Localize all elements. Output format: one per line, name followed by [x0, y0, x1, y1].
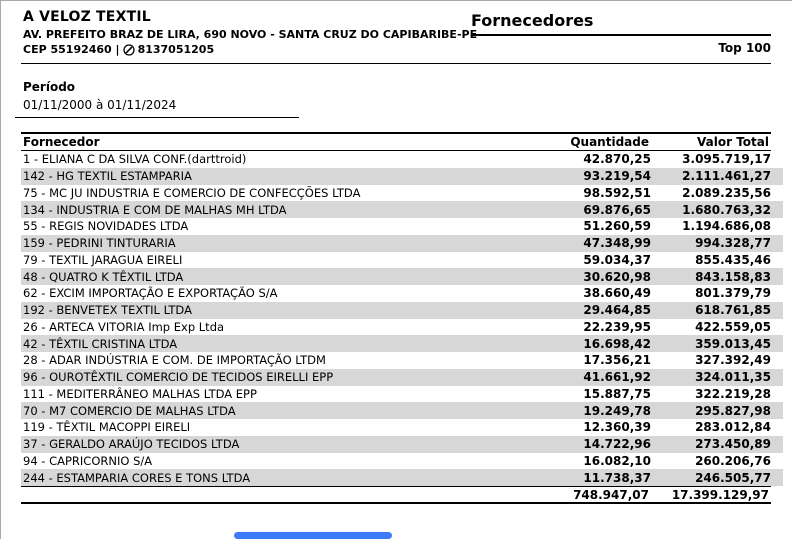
supplier-total: 1.680.763,32 [682, 202, 771, 217]
horizontal-scrollbar-thumb[interactable] [234, 532, 392, 539]
supplier-quantity: 16.082,10 [583, 453, 651, 468]
supplier-quantity: 12.360,39 [583, 420, 651, 435]
supplier-name: 75 - MC JU INDUSTRIA E COMERCIO DE CONFECÇÕES LTDA [23, 185, 361, 200]
table-row [21, 402, 783, 419]
supplier-total: 359.013,45 [695, 336, 771, 351]
table-row [21, 151, 783, 168]
supplier-quantity: 51.260,59 [583, 219, 651, 234]
column-header-valor-total: Valor Total [697, 135, 769, 149]
period-label: Período [23, 80, 76, 94]
supplier-quantity: 22.239,95 [583, 319, 651, 334]
company-phone: 8137051205 [137, 43, 215, 56]
supplier-name: 142 - HG TEXTIL ESTAMPARIA [23, 169, 192, 184]
supplier-total: 618.761,85 [695, 303, 771, 318]
supplier-quantity: 59.034,37 [583, 252, 651, 267]
supplier-total: 843.158,83 [695, 269, 771, 284]
supplier-quantity: 11.738,37 [583, 470, 651, 485]
table-row [21, 319, 783, 336]
company-name: A VELOZ TEXTIL [23, 9, 151, 25]
supplier-quantity: 17.356,21 [583, 353, 651, 368]
suppliers-table [21, 132, 783, 504]
table-row [21, 218, 783, 235]
supplier-name: 70 - M7 COMERCIO DE MALHAS LTDA [23, 403, 236, 418]
table-row [21, 285, 783, 302]
column-header-fornecedor: Fornecedor [23, 135, 100, 149]
column-header-quantidade: Quantidade [570, 135, 649, 149]
supplier-quantity: 16.698,42 [583, 336, 651, 351]
table-row [21, 335, 783, 352]
table-row [21, 235, 783, 252]
supplier-quantity: 93.219,54 [583, 169, 651, 184]
supplier-name: 79 - TEXTIL JARAGUA EIRELI [23, 252, 183, 267]
supplier-total: 855.435,46 [695, 252, 771, 267]
supplier-total: 2.111.461,27 [682, 169, 771, 184]
supplier-name: 159 - PEDRINI TINTURARIA [23, 236, 176, 251]
supplier-name: 192 - BENVETEX TEXTIL LTDA [23, 303, 192, 318]
supplier-quantity: 47.348,99 [583, 236, 651, 251]
supplier-name: 28 - ADAR INDÚSTRIA E COM. DE IMPORTAÇÃO LTDM [23, 353, 326, 368]
supplier-total: 273.450,89 [695, 437, 771, 452]
supplier-name: 96 - OUROTÊXTIL COMERCIO DE TECIDOS EIRELLI EPP [23, 370, 334, 385]
table-totals-row [21, 486, 771, 504]
header-divider [21, 63, 771, 64]
supplier-total: 327.392,49 [695, 353, 771, 368]
company-cep: CEP 55192460 | [23, 43, 120, 56]
supplier-name: 37 - GERALDO ARAÚJO TECIDOS LTDA [23, 437, 240, 452]
table-row [21, 436, 783, 453]
supplier-name: 111 - MEDITERRÂNEO MALHAS LTDA EPP [23, 386, 257, 401]
supplier-quantity: 19.249,78 [583, 403, 651, 418]
supplier-total: 994.328,77 [695, 236, 771, 251]
company-address: AV. PREFEITO BRAZ DE LIRA, 690 NOVO - SANTA CRUZ DO CAPIBARIBE-PE [23, 28, 478, 41]
period-value: 01/11/2000 à 01/11/2024 [23, 98, 177, 112]
supplier-name: 244 - ESTAMPARIA CORES E TONS LTDA [23, 470, 251, 485]
totals-valor-total: 17.399.129,97 [671, 487, 769, 502]
company-cep-line [23, 43, 477, 56]
table-row [21, 369, 783, 386]
supplier-name: 1 - ELIANA C DA SILVA CONF.(darttroid) [23, 152, 247, 167]
supplier-quantity: 38.660,49 [583, 286, 651, 301]
supplier-name: 26 - ARTECA VITORIA Imp Exp Ltda [23, 319, 225, 334]
supplier-name: 48 - QUATRO K TÊXTIL LTDA [23, 269, 184, 284]
supplier-name: 134 - INDUSTRIA E COM DE MALHAS MH LTDA [23, 202, 287, 217]
table-row [21, 386, 783, 403]
table-row [21, 453, 783, 470]
report-subtitle: Top 100 [718, 41, 771, 55]
supplier-total: 2.089.235,56 [682, 185, 771, 200]
table-row [21, 168, 783, 185]
supplier-name: 55 - REGIS NOVIDADES LTDA [23, 219, 189, 234]
supplier-name: 42 - TÊXTIL CRISTINA LTDA [23, 336, 178, 351]
period-section [23, 80, 299, 118]
supplier-total: 801.379,79 [695, 286, 771, 301]
supplier-name: 62 - EXCIM IMPORTAÇÃO E EXPORTAÇÃO S/A [23, 286, 278, 301]
table-row [21, 252, 783, 269]
totals-quantidade: 748.947,07 [573, 487, 649, 502]
phone-icon [123, 44, 135, 56]
report-header [471, 11, 771, 55]
table-row [21, 185, 783, 202]
supplier-name: 94 - CAPRICORNIO S/A [23, 453, 153, 468]
supplier-total: 295.827,98 [695, 403, 771, 418]
table-row [21, 268, 783, 285]
table-body [21, 151, 783, 486]
supplier-total: 283.012,84 [695, 420, 771, 435]
supplier-quantity: 69.876,65 [583, 202, 651, 217]
supplier-total: 322.219,28 [695, 386, 771, 401]
supplier-quantity: 15.887,75 [583, 386, 651, 401]
supplier-total: 422.559,05 [695, 319, 771, 334]
supplier-total: 324.011,35 [695, 370, 771, 385]
supplier-quantity: 98.592,51 [583, 185, 651, 200]
report-title: Fornecedores [471, 11, 771, 36]
period-divider [15, 117, 299, 118]
supplier-quantity: 30.620,98 [583, 269, 651, 284]
supplier-total: 260.206,76 [695, 453, 771, 468]
table-row [21, 302, 783, 319]
supplier-total: 1.194.686,08 [682, 219, 771, 234]
supplier-quantity: 14.722,96 [583, 437, 651, 452]
supplier-quantity: 42.870,25 [583, 152, 651, 167]
supplier-quantity: 29.464,85 [583, 303, 651, 318]
supplier-name: 119 - TÊXTIL MACOPPI EIRELI [23, 420, 191, 435]
table-row [21, 352, 783, 369]
supplier-total: 3.095.719,17 [682, 152, 771, 167]
company-header [23, 9, 477, 56]
supplier-quantity: 41.661,92 [583, 370, 651, 385]
table-row [21, 469, 783, 486]
table-row [21, 419, 783, 436]
table-header-row [21, 132, 771, 151]
table-row [21, 201, 783, 218]
supplier-total: 246.505,77 [695, 470, 771, 485]
